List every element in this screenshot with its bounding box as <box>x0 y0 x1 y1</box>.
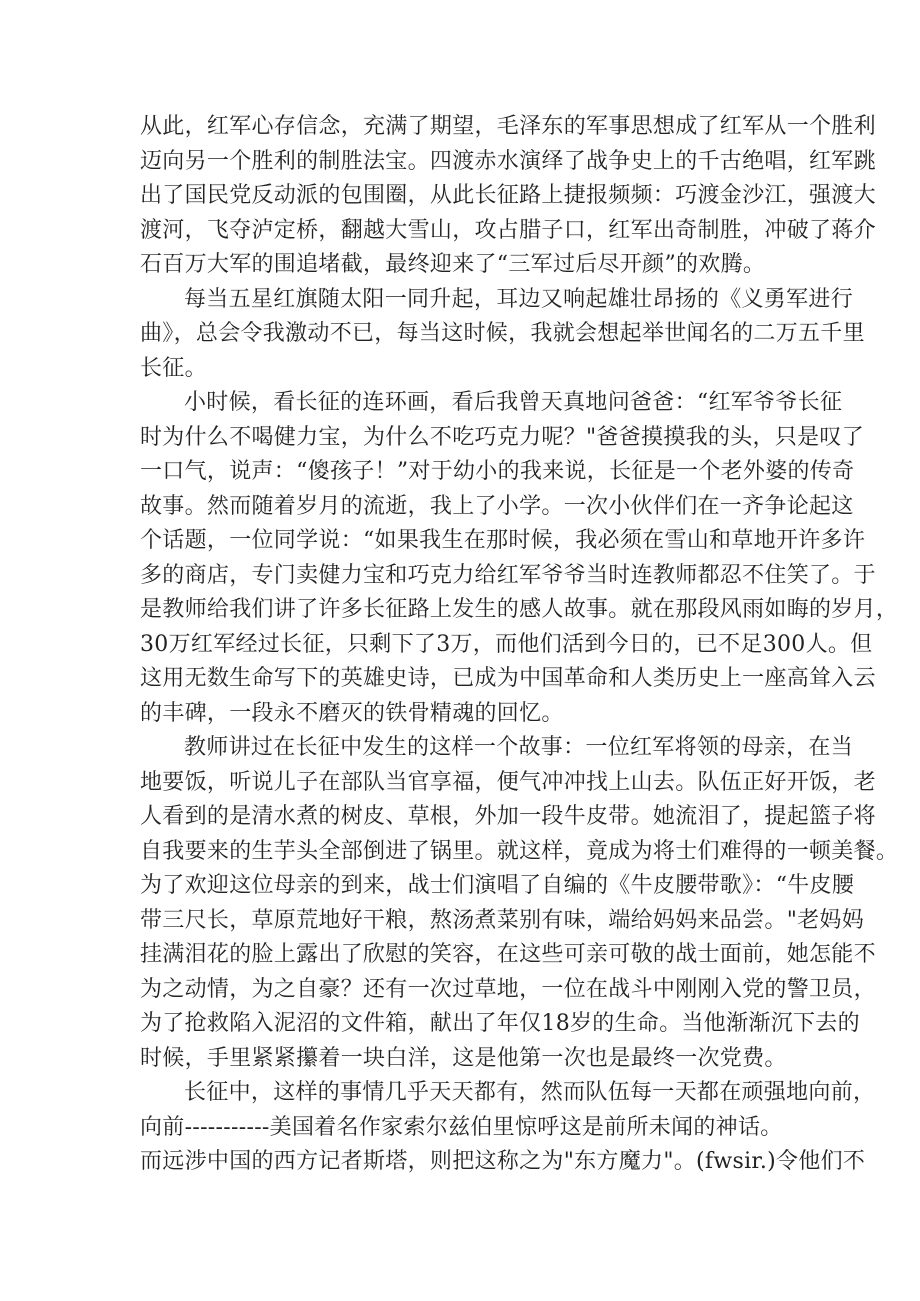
paragraph <box>140 283 865 387</box>
text-line: 曲》，总会令我激动不已，每当这时候，我就会想起举世闻名的二万五千里 <box>140 321 865 346</box>
text-line: 这用无数生命写下的英雄史诗，已成为中国革命和人类历史上一座高耸入云 <box>140 666 876 691</box>
text-line: 多的商店，专门卖健力宝和巧克力给红军爷爷当时连教师都忍不住笑了。于 <box>140 562 876 588</box>
text-line: 挂满泪花的脸上露出了欣慰的笑容，在这些可亲可敬的战士面前，她怎能不 <box>140 942 876 967</box>
text-line: 向前-----------美国着名作家索尔兹伯里惊呼这是前所未闻的神话。 <box>140 1114 783 1140</box>
text-line: 故事。然而随着岁月的流逝，我上了小学。一次小伙伴们在一齐争论起这 <box>140 493 854 519</box>
text-line: 为了抢救陷入泥沼的文件箱，献出了年仅18岁的生命。当他渐渐沉下去的 <box>140 1011 860 1036</box>
text-line: 小时候，看长征的连环画，看后我曾天真地问爸爸：“红军爷爷长征 <box>184 390 843 415</box>
text-line: 一口气，说声：“傻孩子！”对于幼小的我来说，长征是一个老外婆的传奇 <box>140 459 855 484</box>
text-line: 教师讲过在长征中发生的这样一个故事：一位红军将领的母亲，在当 <box>184 735 854 760</box>
paragraph <box>140 731 899 1076</box>
text-line: 的丰碑，一段永不磨灭的铁骨精魂的回忆。 <box>140 700 564 726</box>
text-line: 长征中，这样的事情几乎天天都有，然而队伍每一天都在顽强地向前， <box>184 1080 876 1105</box>
text-line: 带三尺长，草原荒地好干粮，熬汤煮菜别有味，端给妈妈来品尝。"老妈妈 <box>140 907 865 933</box>
text-line: 个话题，一位同学说：“如果我生在那时候，我必须在雪山和草地开许多许 <box>140 528 866 553</box>
text-line: 从此，红军心存信念，充满了期望，毛泽东的军事思想成了红军从一个胜利 <box>140 114 876 139</box>
text-line: 每当五星红旗随太阳一同升起，耳边又响起雄壮昂扬的《义勇军进行 <box>184 286 854 312</box>
text-line: 为了欢迎这位母亲的到来，战士们演唱了自编的《牛皮腰带歌》：“牛皮腰 <box>140 873 855 898</box>
text-line: 地要饭，听说儿子在部队当官享福，便气冲冲找上山去。队伍正好开饭，老 <box>140 769 876 795</box>
text-line: 时候，手里紧紧攥着一块白洋，这是他第一次也是最终一次党费。 <box>140 1045 787 1071</box>
text-line: 长征。 <box>140 355 207 381</box>
text-line: 渡河，飞夺泸定桥，翻越大雪山，攻占腊子口，红军出奇制胜，冲破了蒋介 <box>140 217 876 243</box>
text-line: 时为什么不喝健力宝，为什么不吃巧克力呢？"爸爸摸摸我的头，只是叹了 <box>140 424 865 450</box>
text-line: 30万红军经过长征，只剩下了3万，而他们活到今日的，已不足300人。但 <box>140 631 873 657</box>
text-line: 迈向另一个胜利的制胜法宝。四渡赤水演绎了战争史上的千古绝唱，红军跳 <box>140 148 876 174</box>
paragraph <box>140 110 876 283</box>
text-line: 人看到的是清水煮的树皮、草根，外加一段牛皮带。她流泪了，提起篮子将 <box>140 804 876 829</box>
text-line: 是教师给我们讲了许多长征路上发生的感人故事。就在那段风雨如晦的岁月， <box>140 597 899 622</box>
text-line: 而远涉中国的西方记者斯塔，则把这称之为"东方魔力"。(fwsir.)令他们不 <box>140 1149 866 1174</box>
text-line: 石百万大军的围追堵截，最终迎来了“三军过后尽开颜”的欢腾。 <box>140 252 766 277</box>
text-line: 为之动情，为之自豪？还有一次过草地，一位在战斗中刚刚入党的警卫员， <box>140 976 876 1002</box>
article-body <box>140 110 899 1180</box>
text-line: 自我要来的生芋头全部倒进了锅里。就这样，竟成为将士们难得的一顿美餐。 <box>140 838 899 864</box>
paragraph <box>140 1076 876 1180</box>
text-line: 出了国民党反动派的包围圈，从此长征路上捷报频频：巧渡金沙江，强渡大 <box>140 183 876 208</box>
paragraph <box>140 386 899 731</box>
